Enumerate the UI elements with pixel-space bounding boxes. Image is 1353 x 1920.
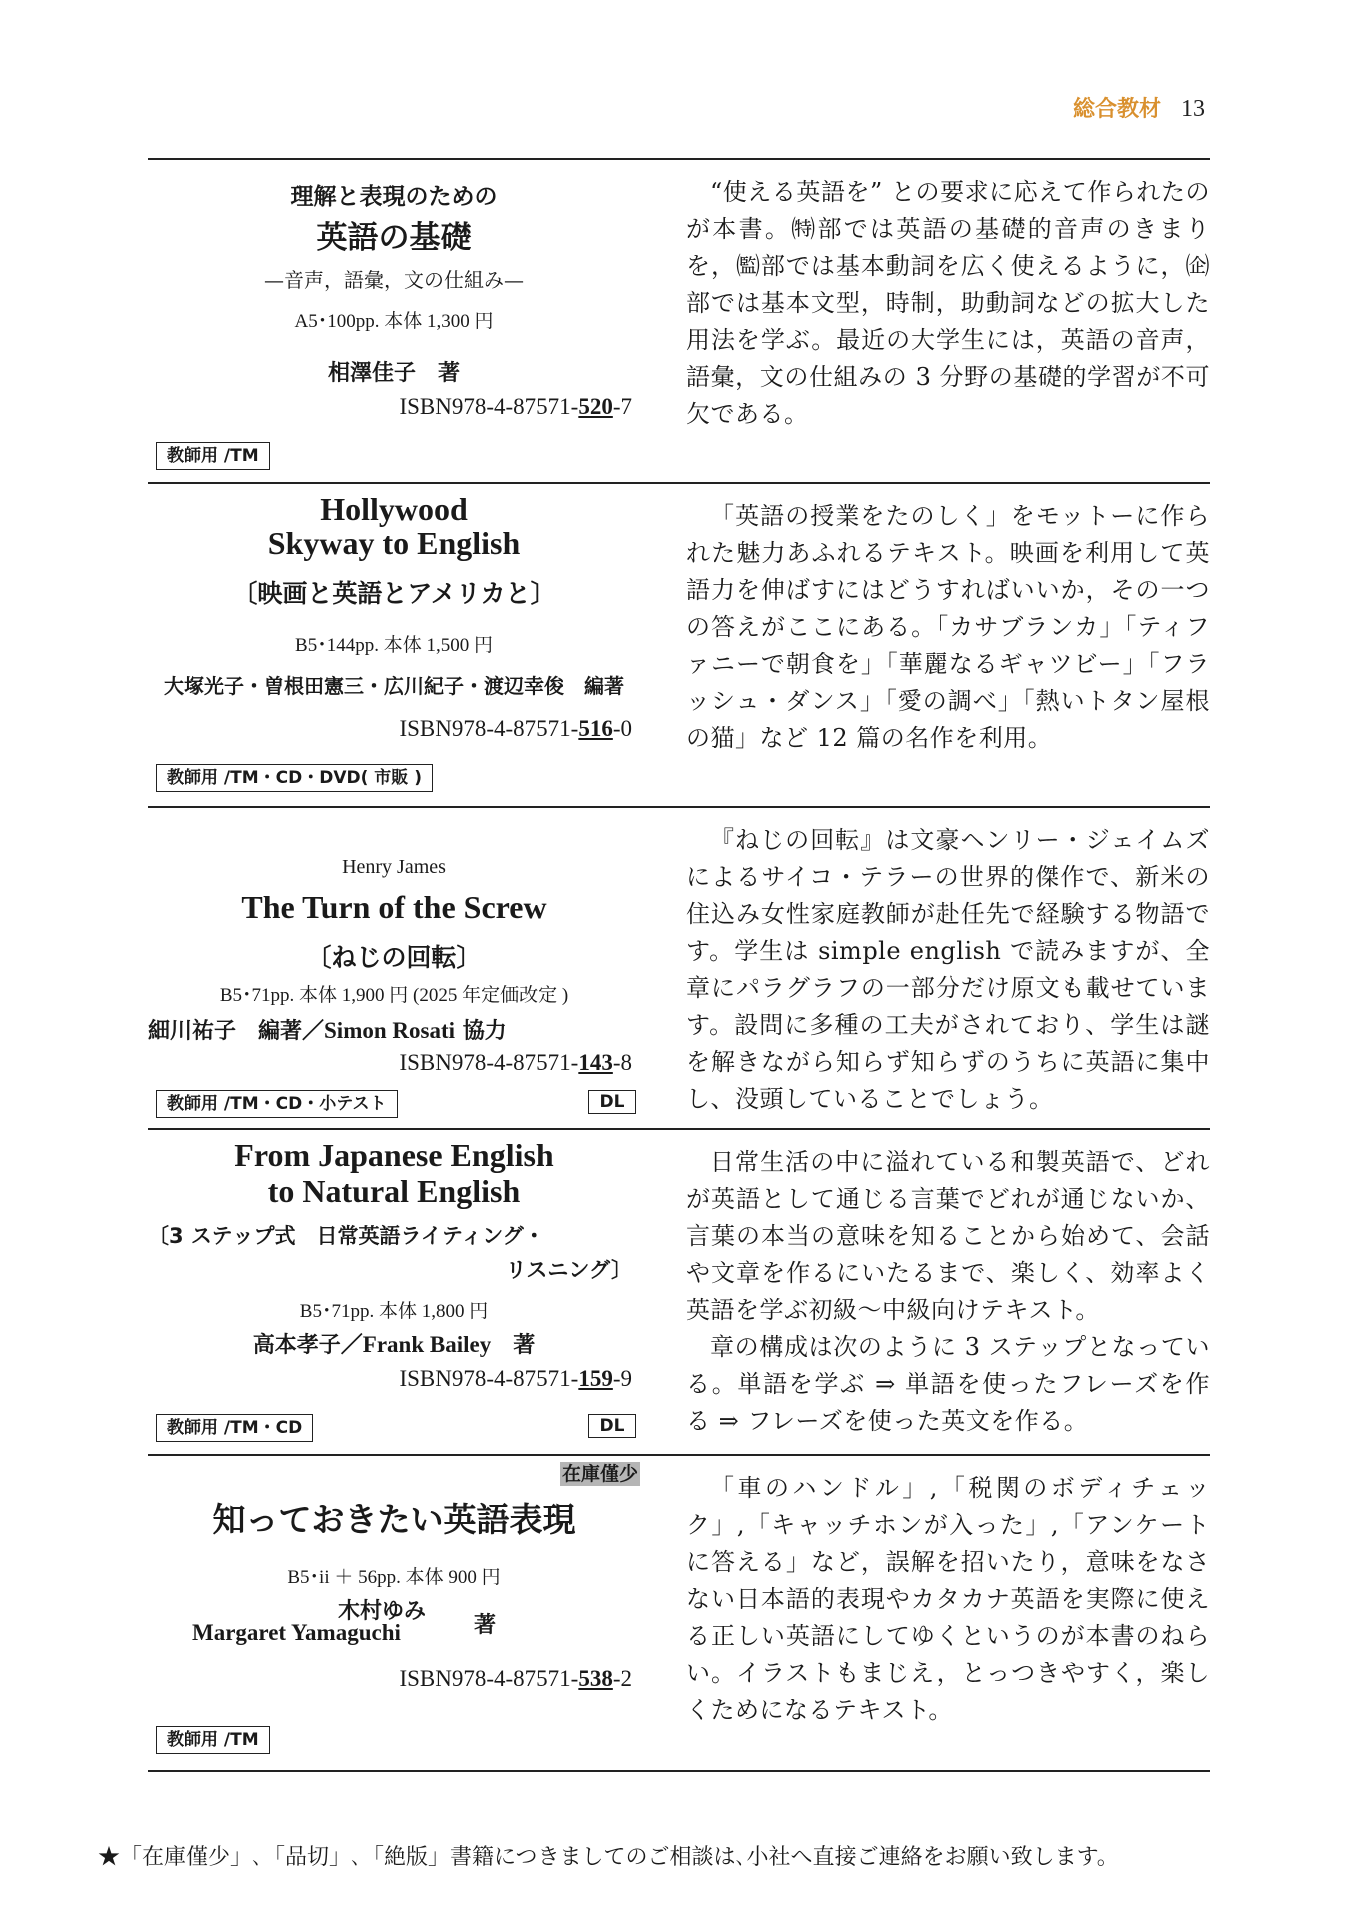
page-header (1073, 92, 1205, 123)
book-description: 「英語の授業をたのしく」をモットーに作られた魅力あふれるテキスト。映画を利用して英語力を伸ばすにはどうすればいいか，その一つの答えがここにある。「カサブランカ」「ティファニーで朝食を」「華麗なるギャツビー」「フラッシュ・ダンス」「愛の調べ」「熱いトタン屋根の猫」など 12 篇の名作を利用。 (686, 502, 1210, 752)
book-title-line2: Skyway to English (267, 525, 521, 561)
low-stock-label: 在庫僅少 (561, 1463, 638, 1485)
download-badge: DL (588, 1090, 636, 1114)
book-description: 『ねじの回転』は文豪ヘンリー・ジェイムズによるサイコ・テラーの世界的傑作で、新米の住込み女性家庭教師が赴任先で経験する物語です。学生は simple english で読みますが、全章にパラグラフの一部分だけ原文も載せています。設問に多種の工夫がされており、学生は謎を解きながら知らず知らずのうちに英語に集中し、没頭していることでしょう。 (686, 826, 1210, 1113)
book-title: 知っておきたい英語表現 (212, 1500, 576, 1539)
book-description: 「車のハンドル」,「税関のボディチェック」,「キャッチホンが入った」,「アンケートに答える」など，誤解を招いたり，意味をなさない日本語的表現やカタカナ英語を実際に使える正しい英語にしてゆくというのが本書のねらい。イラストもまじえ，とっつきやすく，楽しくためになるテキスト。 (686, 1474, 1210, 1724)
book-author: 相澤佳子 著 (327, 361, 460, 386)
book-catalog (148, 158, 1210, 1772)
book-author-en: Margaret Yamaguchi (192, 1620, 401, 1645)
section-title: 総合教材 (1072, 97, 1161, 122)
download-badge: DL (588, 1414, 636, 1438)
book-specs: B5･144pp. 本体 1,500 円 (295, 635, 493, 656)
book-specs: B5･71pp. 本体 1,900 円 (2025 年定価改定 ) (219, 985, 569, 1006)
book-specs: A5･100pp. 本体 1,300 円 (294, 311, 494, 332)
book-author: 大塚光子・曽根田憲三・広川紀子・渡辺幸俊 編著 (164, 674, 624, 698)
book-isbn: ISBN978-4-87571-143-8 (399, 1050, 632, 1075)
book-isbn: ISBN978-4-87571-159-9 (399, 1366, 632, 1391)
book-author: 高本孝子／Frank Bailey 著 (252, 1332, 536, 1358)
book-title-line1: From Japanese English (234, 1137, 554, 1173)
book-title: The Turn of the Screw (241, 889, 547, 925)
page-number: 13 (1181, 96, 1205, 122)
original-author: Henry James (342, 856, 446, 878)
book-entry-1 (148, 160, 1210, 484)
materials-badge: 教師用 /TM (156, 442, 270, 470)
book-title-line2: to Natural English (267, 1173, 521, 1209)
book-specs: B5･ii ＋ 56pp. 本体 900 円 (287, 1567, 501, 1588)
book-entry-5 (148, 1456, 1210, 1772)
footer-note: ★「在庫僅少」､「品切」､「絶版」書籍につきましてのご相談は､小社へ直接ご連絡をお願い致します。 (98, 1845, 1119, 1870)
book-subtitle-line1: 〔3 ステップ式 日常英語ライティング・ (148, 1224, 545, 1248)
book-author-role: 著 (474, 1613, 497, 1638)
book-subtitle: 〔映画と英語とアメリカと〕 (232, 579, 556, 608)
book-title: 英語の基礎 (316, 220, 472, 256)
book-title-line1: Hollywood (320, 491, 468, 527)
materials-badge: 教師用 /TM・CD・小テスト (156, 1090, 398, 1118)
book-isbn: ISBN978-4-87571-520-7 (399, 394, 632, 419)
book-subtitle: —音声，語彙，文の仕組み— (264, 268, 524, 292)
book-author-jp: 木村ゆみ (338, 1599, 427, 1624)
materials-badge: 教師用 /TM・CD・DVD( 市販 ) (156, 764, 433, 792)
book-subtitle-line2: リスニング〕 (505, 1258, 632, 1282)
book-isbn: ISBN978-4-87571-516-0 (399, 716, 632, 741)
book-entry-4 (148, 1130, 1210, 1456)
materials-badge: 教師用 /TM・CD (156, 1414, 313, 1442)
book-description: 日常生活の中に溢れている和製英語で、どれが英語として通じる言葉でどれが通じないか、言葉の本当の意味を知ることから始めて、会話や文章を作るにいたるまで、楽しく、効率よく英語を学ぶ初級～中級向けテキスト。 章の構成は次のように 3 ステップとなっている。単語を学ぶ ⇒ 単語を使ったフレーズを作る ⇒ フレーズを使った英文を作る。 (686, 1148, 1210, 1435)
book-specs: B5･71pp. 本体 1,800 円 (299, 1301, 489, 1322)
book-isbn: ISBN978-4-87571-538-2 (399, 1666, 632, 1691)
book-author: 細川祐子 編著／Simon Rosati 協力 (148, 1018, 507, 1044)
book-description: “使える英語を” との要求に応えて作られたのが本書。㈵部では英語の基礎的音声のきまりを，㈼部では基本動詞を広く使えるように，㈽部では基本文型，時制，助動詞などの拡大した用法を学ぶ。最近の大学生には，英語の音声，語彙，文の仕組みの 3 分野の基礎的学習が不可欠である。 (686, 178, 1210, 428)
book-entry-3 (148, 808, 1210, 1130)
book-subtitle: 〔ねじの回転〕 (306, 943, 482, 972)
book-pre-title: 理解と表現のための (290, 184, 498, 210)
book-entry-2 (148, 484, 1210, 808)
materials-badge: 教師用 /TM (156, 1726, 270, 1754)
